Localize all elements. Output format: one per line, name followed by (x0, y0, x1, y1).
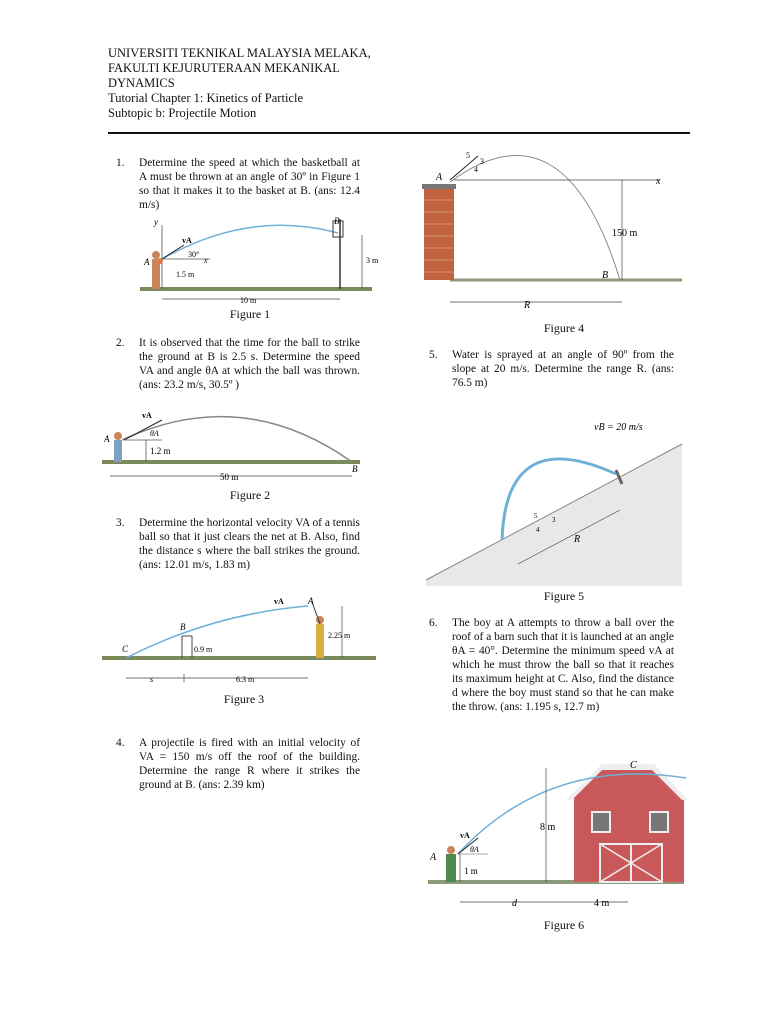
height-label: 1.2 m (150, 446, 171, 456)
figure-4-diagram (414, 148, 684, 314)
figure-5-caption: Figure 5 (543, 589, 585, 603)
question-text: Determine the speed at which the basketball at A must be thrown at an angle of 30º in Figure 1 so that it makes it to the basket at B. (ans: 12.4 m/s) (139, 157, 360, 211)
angle-label: 30° (188, 250, 200, 259)
velocity-label: vA (182, 236, 192, 245)
velocity-label: vA (274, 597, 284, 606)
slope-4-label: 4 (536, 526, 540, 534)
slope-5-label: 5 (534, 512, 538, 520)
net-height-label: 0.9 m (194, 645, 213, 654)
question-text: Determine the horizontal velocity VA of a tennis ball so that it just clears the net at B. Also, find the distance s where the ball strikes the ground. (ans: 12.01 m/s, 1.83 m) (139, 517, 360, 571)
header-subtopic: Subtopic b: Projectile Motion (108, 106, 257, 120)
range-label: R (524, 300, 531, 311)
velocity-label: vB = 20 m/s (594, 422, 643, 433)
height-b-label: 3 m (366, 256, 379, 265)
distance-label: 50 m (220, 472, 239, 482)
height-a-label: 1 m (464, 866, 478, 876)
point-a-label: A (430, 852, 437, 863)
slope-3-label: 3 (552, 516, 556, 524)
question-1 (116, 156, 360, 212)
header-faculty: FAKULTI KEJURUTERAAN MEKANIKAL (108, 61, 340, 75)
question-number: 2. (116, 337, 125, 349)
point-a-label: A (144, 257, 150, 267)
height-a-label: 1.5 m (176, 270, 195, 279)
header-course: DYNAMICS (108, 76, 175, 90)
angle-label: θA (150, 429, 159, 438)
figure-2-diagram (102, 408, 364, 486)
slope-3-label: 3 (480, 157, 484, 166)
velocity-label: vA (460, 831, 470, 840)
point-b-label: B (352, 464, 358, 474)
point-a-label: A (308, 596, 314, 606)
point-a-label: A (104, 434, 110, 444)
point-c-label: C (122, 644, 129, 654)
axis-x-label: x (204, 256, 208, 265)
point-c-label: C (630, 760, 637, 771)
header-university: UNIVERSITI TEKNIKAL MALAYSIA MELAKA, (108, 46, 371, 60)
question-2 (116, 336, 360, 392)
point-b-label: B (602, 270, 609, 281)
question-text: It is observed that the time for the ball to strike the ground at B is 2.5 s. Determine the speed VA and angle θA at which the ball was thrown. (ans: 23.2 m/s, 30.5º ) (139, 337, 360, 391)
question-number: 6. (429, 617, 438, 629)
figure-3-diagram (102, 594, 378, 686)
figure-4-caption: Figure 4 (543, 321, 585, 335)
header-rule (108, 132, 690, 134)
question-4 (116, 736, 360, 792)
question-5 (429, 348, 674, 390)
header-tutorial: Tutorial Chapter 1: Kinetics of Particle (108, 91, 303, 105)
question-text: Water is sprayed at an angle of 90º from the slope at 20 m/s. Determine the range R. (ans: 76.5 m) (452, 349, 674, 389)
axis-y-label: y (154, 217, 158, 227)
distance-s-label: s (150, 675, 154, 684)
slope-4-label: 4 (474, 165, 478, 174)
question-text: A projectile is fired with an initial velocity of VA = 150 m/s off the roof of the building. Determine the range R where it strikes the ground at B. (ans: 2.39 km) (139, 737, 360, 791)
height-label: 8 m (540, 822, 556, 833)
figure-3-caption: Figure 3 (223, 692, 265, 706)
question-6 (429, 616, 674, 714)
height-label: 2.25 m (328, 631, 351, 640)
question-number: 4. (116, 737, 125, 749)
point-b-label: B (334, 216, 340, 226)
height-label: 150 m (612, 228, 638, 239)
angle-label: θA (470, 845, 479, 854)
slope-5-label: 5 (466, 151, 470, 160)
figure-6-caption: Figure 6 (543, 918, 585, 932)
velocity-label: vA (142, 411, 152, 420)
distance-d-label: d (512, 898, 517, 909)
distance-label: 6.3 m (236, 675, 255, 684)
question-3 (116, 516, 360, 572)
question-number: 5. (429, 349, 438, 361)
point-b-label: B (180, 622, 186, 632)
question-number: 1. (116, 157, 125, 169)
figure-1-diagram (140, 215, 380, 305)
question-text: The boy at A attempts to throw a ball over the roof of a barn such that it is launched at an angle θA = 40°. Determine the minimum speed vA at which he must throw the ball so that it reaches its maximum height at C. Also, find the distance d where the boy must stand so that he can make the throw. (ans: 1.195 s, 12.7 m) (452, 617, 674, 713)
figure-6-diagram (428, 756, 686, 914)
range-label: R (574, 534, 581, 545)
figure-2-caption: Figure 2 (229, 488, 271, 502)
figure-1-caption: Figure 1 (229, 307, 271, 321)
distance-4-label: 4 m (594, 898, 610, 909)
figure-5-diagram (426, 414, 684, 586)
document-header (108, 46, 371, 121)
point-a-label: A (436, 172, 443, 183)
distance-label: 10 m (240, 296, 257, 305)
axis-x-label: x (656, 176, 661, 187)
question-number: 3. (116, 517, 125, 529)
